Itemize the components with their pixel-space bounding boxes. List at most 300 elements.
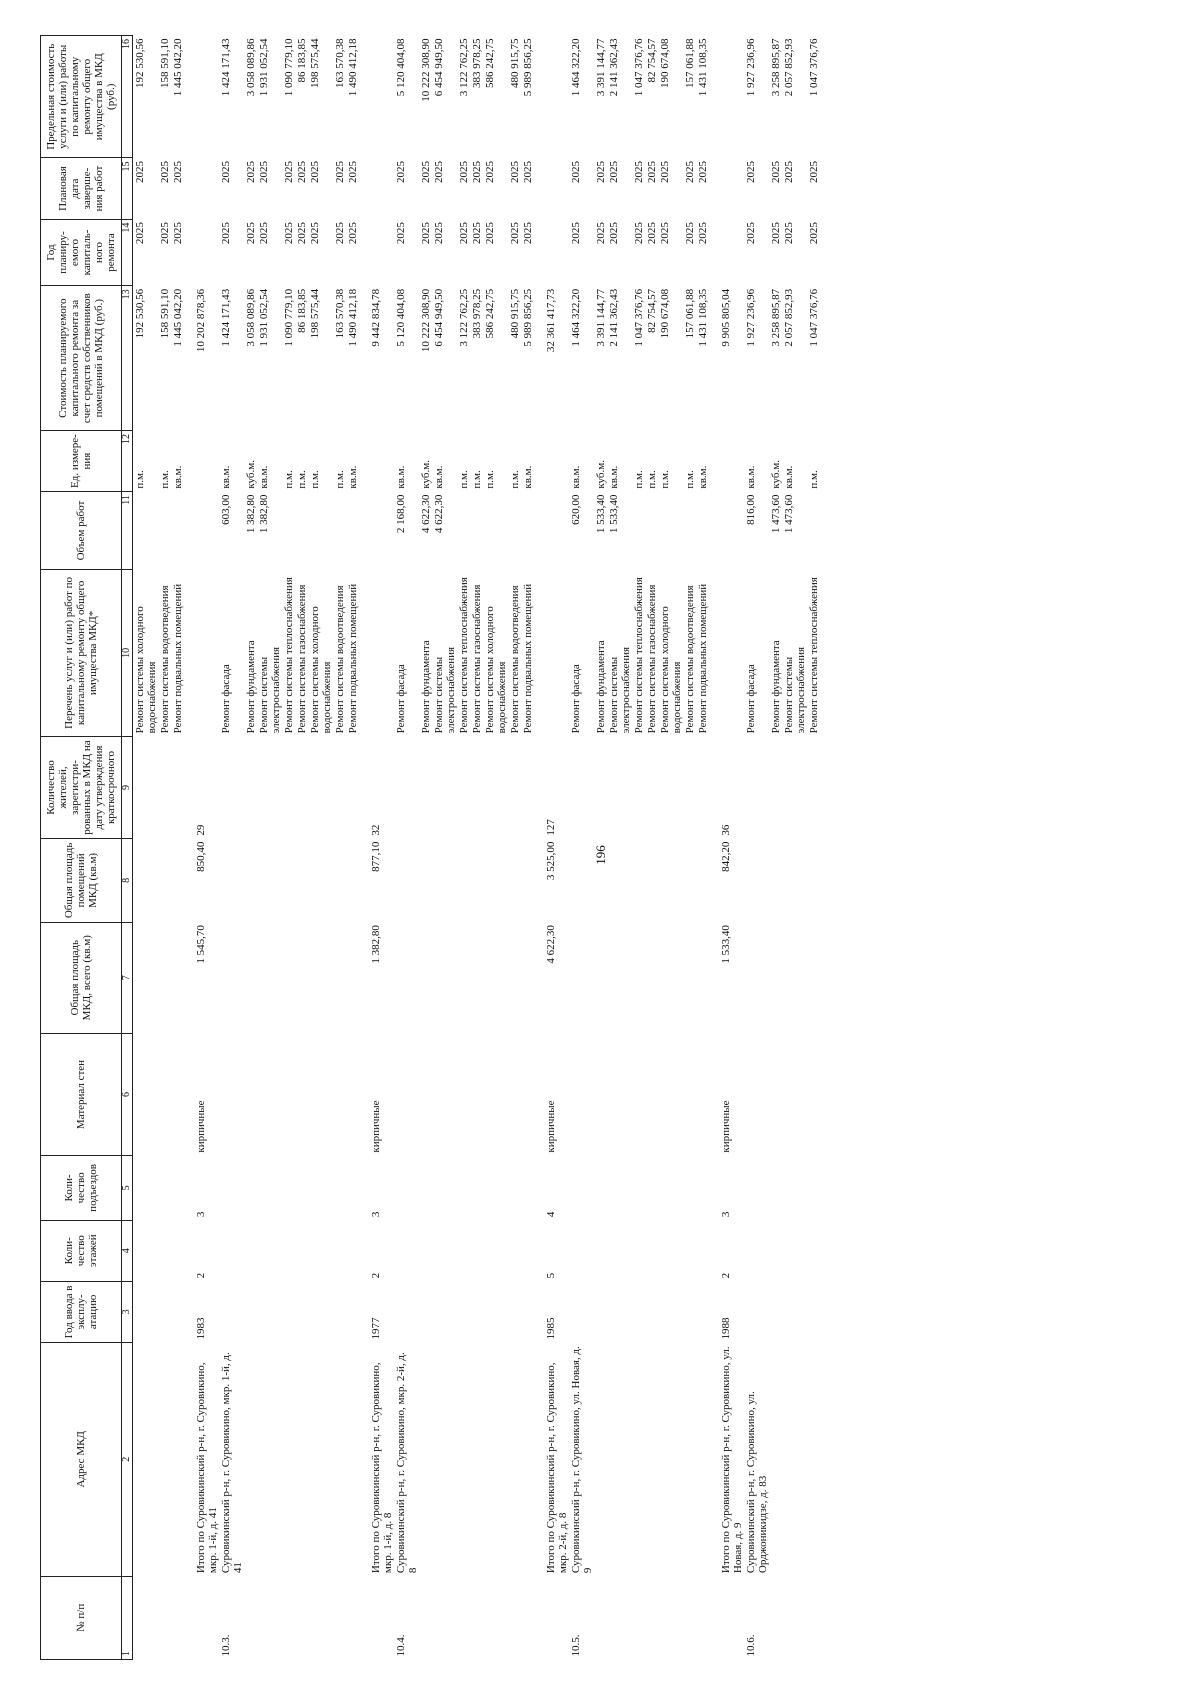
total-area-cell: 1 545,70	[195, 925, 207, 964]
table-row	[244, 36, 257, 1660]
total-area-cell	[171, 922, 184, 1033]
year-built-cell	[295, 1281, 308, 1342]
total-area-cell	[807, 922, 820, 1033]
row-number	[683, 1576, 696, 1659]
address-cell	[133, 1343, 159, 1577]
wall-material-cell	[645, 1033, 658, 1155]
year-built-cell	[645, 1281, 658, 1342]
table-row	[470, 36, 483, 1660]
column-index: 6	[122, 1033, 133, 1155]
unit-cell: п.м.	[159, 470, 171, 489]
table-row	[607, 36, 632, 1660]
wall-material-cell	[769, 1033, 782, 1155]
column-index: 13	[122, 286, 133, 431]
total-area-cell	[158, 922, 171, 1033]
unit-cell: п.м.	[134, 470, 146, 489]
limit-cost-cell	[719, 36, 744, 158]
wall-material-cell	[282, 1033, 295, 1155]
limit-cost-cell: 10 222 308,90	[420, 38, 432, 102]
row-number	[158, 1576, 171, 1659]
unit-cell: куб.м.	[595, 460, 607, 489]
table-row	[282, 36, 295, 1660]
volume-cell: 1 533,40	[608, 494, 620, 534]
residents-cell	[432, 736, 457, 838]
limit-cost-cell: 383 978,25	[471, 38, 483, 88]
repair-year-cell: 2025	[258, 222, 270, 245]
row-number	[308, 1576, 333, 1659]
work-type-cell: Ремонт системы холодного водоснабжения	[309, 606, 333, 734]
end-date-cell	[544, 158, 569, 219]
total-area-cell	[645, 922, 658, 1033]
address-cell: Суровикинский р-н, г. Суровикино, ул. Новая, д. 9	[570, 1346, 594, 1574]
work-type-cell: Ремонт системы теплоснабжения	[458, 577, 470, 734]
volume-cell	[282, 492, 295, 570]
column-header: Общая площадь МКД, всего (кв.м)	[41, 922, 122, 1033]
end-date-cell: 2025	[684, 160, 696, 183]
residents-cell	[419, 736, 432, 838]
residents-cell	[807, 736, 820, 838]
volume-cell	[333, 492, 346, 570]
wall-material-cell	[257, 1033, 282, 1155]
repair-year-cell: 2025	[172, 222, 184, 245]
repair-year-cell: 2025	[296, 222, 308, 245]
total-area-cell	[308, 922, 333, 1033]
unit-cell	[719, 430, 744, 491]
year-built-cell	[282, 1281, 295, 1342]
wall-material-cell	[607, 1033, 632, 1155]
volume-cell	[457, 492, 470, 570]
premises-area-cell	[282, 839, 295, 922]
wall-material-cell	[569, 1033, 594, 1155]
unit-cell: п.м.	[659, 470, 671, 489]
volume-cell	[521, 492, 534, 570]
volume-cell	[194, 492, 219, 570]
work-type-cell: Ремонт системы газоснабжения	[646, 584, 658, 734]
year-built-cell: 1985	[545, 1317, 557, 1340]
address-cell: Итого по Суровикинский р-н, г. Суровикино, ул. Новая, д. 9	[720, 1346, 744, 1574]
end-date-cell: 2025	[420, 160, 432, 183]
year-built-cell	[607, 1281, 632, 1342]
year-built-cell	[470, 1281, 483, 1342]
total-area-cell	[470, 922, 483, 1033]
end-date-cell: 2025	[245, 160, 257, 183]
row-number	[508, 1576, 521, 1659]
unit-cell: куб.м.	[770, 460, 782, 489]
address-cell	[483, 1343, 508, 1577]
unit-cell	[194, 430, 219, 491]
residents-cell	[333, 736, 346, 838]
limit-cost-cell: 82 754,57	[646, 38, 658, 83]
repair-year-cell: 2025	[420, 222, 432, 245]
limit-cost-cell	[194, 36, 219, 158]
wall-material-cell: кирпичные	[545, 1100, 557, 1153]
unit-cell: кв.м.	[258, 465, 270, 489]
cost-cell: 1 431 108,35	[697, 288, 709, 347]
premises-area-cell	[219, 839, 244, 922]
premises-area-cell	[594, 839, 607, 922]
volume-cell	[295, 492, 308, 570]
floors-cell	[769, 1220, 782, 1281]
repair-year-cell: 2025	[646, 222, 658, 245]
floors-cell: 5	[545, 1272, 557, 1279]
floors-cell	[394, 1220, 419, 1281]
cost-cell: 1 464 322,20	[570, 288, 582, 347]
volume-cell: 1 382,80	[245, 494, 257, 534]
volume-cell	[807, 492, 820, 570]
wall-material-cell	[394, 1033, 419, 1155]
premises-area-cell	[569, 839, 594, 922]
work-type-cell: Ремонт системы водоотведения	[684, 585, 696, 734]
row-number	[282, 1576, 295, 1659]
premises-area-cell	[744, 839, 769, 922]
end-date-cell: 2025	[697, 160, 709, 183]
repair-year-cell: 2025	[633, 222, 645, 245]
premises-area-cell	[419, 839, 432, 922]
work-type-cell: Ремонт системы теплоснабжения	[283, 577, 295, 734]
unit-cell: кв.м.	[745, 465, 757, 489]
wall-material-cell	[346, 1033, 359, 1155]
cost-cell: 1 490 412,18	[347, 288, 359, 347]
table-row	[219, 36, 244, 1660]
work-type-cell: Ремонт системы электроснабжения	[258, 646, 282, 734]
cost-cell: 158 591,10	[159, 288, 171, 339]
table-row	[308, 36, 333, 1660]
column-index: 16	[122, 36, 133, 158]
total-area-cell	[257, 922, 282, 1033]
floors-cell	[295, 1220, 308, 1281]
cost-cell: 2 141 362,43	[608, 288, 620, 347]
volume-cell	[658, 492, 683, 570]
volume-cell: 1 473,60	[783, 494, 795, 534]
repair-year-cell: 2025	[458, 222, 470, 245]
volume-cell	[346, 492, 359, 570]
limit-cost-cell: 1 445 042,20	[172, 38, 184, 97]
residents-cell	[744, 736, 769, 838]
table-row	[394, 36, 419, 1660]
limit-cost-cell: 163 570,38	[334, 38, 346, 88]
residents-cell	[769, 736, 782, 838]
end-date-cell: 2025	[808, 160, 820, 183]
premises-area-cell: 850,40	[195, 841, 207, 872]
floors-cell: 2	[195, 1272, 207, 1279]
premises-area-cell	[782, 839, 807, 922]
floors-cell	[171, 1220, 184, 1281]
unit-cell: кв.м.	[570, 465, 582, 489]
total-area-cell	[607, 922, 632, 1033]
work-type-cell: Ремонт подвальных помещений	[522, 583, 534, 734]
residents-cell: 36	[720, 824, 732, 836]
volume-cell: 603,00	[220, 494, 232, 525]
volume-cell	[683, 492, 696, 570]
total-area-cell	[782, 922, 807, 1033]
volume-cell	[696, 492, 709, 570]
limit-cost-cell: 1 090 779,10	[283, 38, 295, 97]
end-date-cell: 2025	[395, 160, 407, 183]
total-area-cell	[769, 922, 782, 1033]
floors-cell	[696, 1220, 709, 1281]
cost-cell: 5 120 404,08	[395, 288, 407, 347]
entrances-cell	[171, 1156, 184, 1221]
address-cell	[807, 1343, 820, 1577]
work-type-cell	[369, 570, 394, 737]
end-date-cell: 2025	[159, 160, 171, 183]
end-date-cell: 2025	[595, 160, 607, 183]
unit-cell: п.м.	[633, 470, 645, 489]
row-number	[171, 1576, 184, 1659]
cost-cell: 192 530,56	[134, 288, 146, 339]
table-row	[333, 36, 346, 1660]
cost-cell: 3 058 089,86	[245, 288, 257, 347]
floors-cell	[219, 1220, 244, 1281]
unit-cell: кв.м.	[522, 465, 534, 489]
column-header: Коли-чество этажей	[41, 1220, 122, 1281]
wall-material-cell	[696, 1033, 709, 1155]
year-built-cell	[171, 1281, 184, 1342]
total-area-cell	[333, 922, 346, 1033]
premises-area-cell	[171, 839, 184, 922]
premises-area-cell	[521, 839, 534, 922]
limit-cost-cell: 3 391 144,77	[595, 38, 607, 97]
address-cell	[521, 1343, 534, 1577]
table-row	[569, 36, 594, 1660]
year-built-cell	[782, 1281, 807, 1342]
premises-area-cell	[158, 839, 171, 922]
cost-cell: 86 183,85	[296, 288, 308, 333]
volume-cell	[171, 492, 184, 570]
limit-cost-cell: 158 591,10	[159, 38, 171, 88]
wall-material-cell	[457, 1033, 470, 1155]
volume-cell	[632, 492, 645, 570]
residents-cell	[219, 736, 244, 838]
repair-year-cell: 2025	[395, 222, 407, 245]
repair-year-cell: 2025	[608, 222, 620, 245]
row-number	[457, 1576, 470, 1659]
year-built-cell	[696, 1281, 709, 1342]
entrances-cell	[769, 1156, 782, 1221]
column-header: Коли-чество подъездов	[41, 1156, 122, 1221]
entrances-cell	[282, 1156, 295, 1221]
entrances-cell	[133, 1156, 159, 1221]
cost-cell: 586 242,75	[484, 288, 496, 339]
unit-cell: п.м.	[334, 470, 346, 489]
volume-cell	[369, 492, 394, 570]
repair-year-cell: 2025	[783, 222, 795, 245]
cost-cell: 5 989 856,25	[522, 288, 534, 347]
floors-cell	[683, 1220, 696, 1281]
year-built-cell	[346, 1281, 359, 1342]
address-cell: Суровикинский р-н, г. Суровикино, ул. Орджоникидзе, д. 83	[745, 1391, 769, 1574]
entrances-cell: 3	[195, 1211, 207, 1218]
end-date-cell: 2025	[484, 160, 496, 183]
floors-cell	[419, 1220, 432, 1281]
residents-cell: 29	[195, 824, 207, 836]
column-index: 9	[122, 736, 133, 838]
row-number	[696, 1576, 709, 1659]
limit-cost-cell: 3 122 762,25	[458, 38, 470, 97]
year-built-cell	[244, 1281, 257, 1342]
total-area-cell	[483, 922, 508, 1033]
wall-material-cell	[133, 1033, 159, 1155]
residents-cell	[632, 736, 645, 838]
address-cell	[432, 1343, 457, 1577]
row-number	[658, 1576, 683, 1659]
total-area-cell: 4 622,30	[545, 925, 557, 964]
cost-cell: 157 061,88	[684, 288, 696, 339]
end-date-cell: 2025	[608, 160, 620, 183]
work-type-cell: Ремонт системы водоотведения	[159, 585, 171, 734]
repair-year-cell: 2025	[770, 222, 782, 245]
row-number	[295, 1576, 308, 1659]
volume-cell	[544, 492, 569, 570]
year-built-cell	[658, 1281, 683, 1342]
column-index: 2	[122, 1343, 133, 1577]
unit-cell: кв.м.	[783, 465, 795, 489]
volume-cell: 4 622,30	[420, 494, 432, 534]
volume-cell: 2 168,00	[395, 494, 407, 534]
total-area-cell	[569, 922, 594, 1033]
premises-area-cell	[308, 839, 333, 922]
work-type-cell: Ремонт системы теплоснабжения	[633, 577, 645, 734]
year-built-cell	[632, 1281, 645, 1342]
total-area-cell	[295, 922, 308, 1033]
row-number	[521, 1576, 534, 1659]
row-number	[333, 1576, 346, 1659]
end-date-cell: 2025	[509, 160, 521, 183]
year-built-cell	[683, 1281, 696, 1342]
table-row	[432, 36, 457, 1660]
end-date-cell: 2025	[172, 160, 184, 183]
entrances-cell	[333, 1156, 346, 1221]
premises-area-cell	[508, 839, 521, 922]
cost-cell: 1 047 376,76	[633, 288, 645, 347]
year-built-cell	[744, 1281, 769, 1342]
residents-cell: 127	[545, 819, 557, 836]
cost-cell: 198 575,44	[309, 288, 321, 339]
table-body	[133, 36, 821, 1660]
wall-material-cell: кирпичные	[370, 1100, 382, 1153]
entrances-cell	[508, 1156, 521, 1221]
entrances-cell	[244, 1156, 257, 1221]
entrances-cell	[419, 1156, 432, 1221]
table-row	[744, 36, 769, 1660]
limit-cost-cell: 6 454 949,50	[433, 38, 445, 97]
floors-cell: 2	[720, 1272, 732, 1279]
address-cell	[457, 1343, 470, 1577]
floors-cell	[333, 1220, 346, 1281]
premises-area-cell	[244, 839, 257, 922]
address-cell	[632, 1343, 645, 1577]
year-built-cell	[769, 1281, 782, 1342]
row-number	[257, 1576, 282, 1659]
cost-cell: 6 454 949,50	[433, 288, 445, 347]
limit-cost-cell: 586 242,75	[484, 38, 496, 88]
spacer-row	[534, 36, 544, 1660]
table-row	[658, 36, 683, 1660]
end-date-cell: 2025	[633, 160, 645, 183]
address-cell	[158, 1343, 171, 1577]
work-type-cell: Ремонт фасада	[220, 664, 232, 734]
address-cell	[645, 1343, 658, 1577]
limit-cost-cell: 1 424 171,43	[220, 38, 232, 97]
column-header: Ед. измере-ния	[41, 430, 122, 491]
end-date-cell: 2025	[220, 160, 232, 183]
work-type-cell: Ремонт системы электроснабжения	[433, 646, 457, 734]
residents-cell	[521, 736, 534, 838]
unit-cell: п.м.	[471, 470, 483, 489]
end-date-cell: 2025	[347, 160, 359, 183]
unit-cell: кв.м.	[172, 465, 184, 489]
work-type-cell: Ремонт фундамента	[420, 640, 432, 734]
cost-cell: 32 361 417,73	[545, 288, 557, 353]
cost-cell: 1 927 236,96	[745, 288, 757, 347]
end-date-cell: 2025	[258, 160, 270, 183]
row-number	[133, 1576, 159, 1659]
cost-cell: 2 057 852,93	[783, 288, 795, 347]
floors-cell	[133, 1220, 159, 1281]
unit-cell: кв.м.	[697, 465, 709, 489]
residents-cell: 32	[370, 824, 382, 836]
cost-cell: 82 754,57	[646, 288, 658, 333]
cost-cell: 1 090 779,10	[283, 288, 295, 347]
table-row	[521, 36, 534, 1660]
work-type-cell: Ремонт подвальных помещений	[172, 583, 184, 734]
table-row	[782, 36, 807, 1660]
column-header: Общая площадь помещений МКД (кв.м)	[41, 839, 122, 922]
entrances-cell	[346, 1156, 359, 1221]
premises-area-cell: 3 525,00	[545, 841, 557, 881]
volume-cell	[133, 492, 159, 570]
limit-cost-cell: 1 931 052,54	[258, 38, 270, 97]
unit-cell: куб.м.	[420, 460, 432, 489]
column-header: № п/п	[41, 1576, 122, 1659]
address-cell: Итого по Суровикинский р-н, г. Суровикино, мкр. 1-й, д. 41	[195, 1362, 219, 1574]
unit-cell: кв.м.	[220, 465, 232, 489]
spacer-row	[709, 36, 719, 1660]
limit-cost-cell: 1 047 376,76	[808, 38, 820, 97]
repair-year-cell: 2025	[134, 222, 146, 245]
year-built-cell	[133, 1281, 159, 1342]
work-type-cell: Ремонт фасада	[745, 664, 757, 734]
cost-cell: 163 570,38	[334, 288, 346, 339]
limit-cost-cell: 2 141 362,43	[608, 38, 620, 97]
row-number	[419, 1576, 432, 1659]
year-built-cell	[508, 1281, 521, 1342]
year-built-cell	[457, 1281, 470, 1342]
spacer-row	[359, 36, 369, 1660]
table-row	[133, 36, 159, 1660]
repair-year-cell	[719, 219, 744, 286]
end-date-cell: 2025	[334, 160, 346, 183]
unit-cell: п.м.	[309, 470, 321, 489]
limit-cost-cell: 86 183,85	[296, 38, 308, 83]
wall-material-cell	[683, 1033, 696, 1155]
address-cell	[346, 1343, 359, 1577]
total-area-cell	[394, 922, 419, 1033]
premises-area-cell	[807, 839, 820, 922]
cost-cell: 480 915,75	[509, 288, 521, 339]
volume-cell	[470, 492, 483, 570]
address-cell	[171, 1343, 184, 1577]
unit-cell: кв.м.	[608, 465, 620, 489]
unit-cell: п.м.	[458, 470, 470, 489]
cost-cell: 1 047 376,76	[808, 288, 820, 347]
limit-cost-cell: 1 431 108,35	[697, 38, 709, 97]
entrances-cell	[394, 1156, 419, 1221]
cost-cell: 3 258 895,87	[770, 288, 782, 347]
row-number	[594, 1576, 607, 1659]
cost-cell: 383 978,25	[471, 288, 483, 339]
year-built-cell: 1988	[720, 1317, 732, 1340]
